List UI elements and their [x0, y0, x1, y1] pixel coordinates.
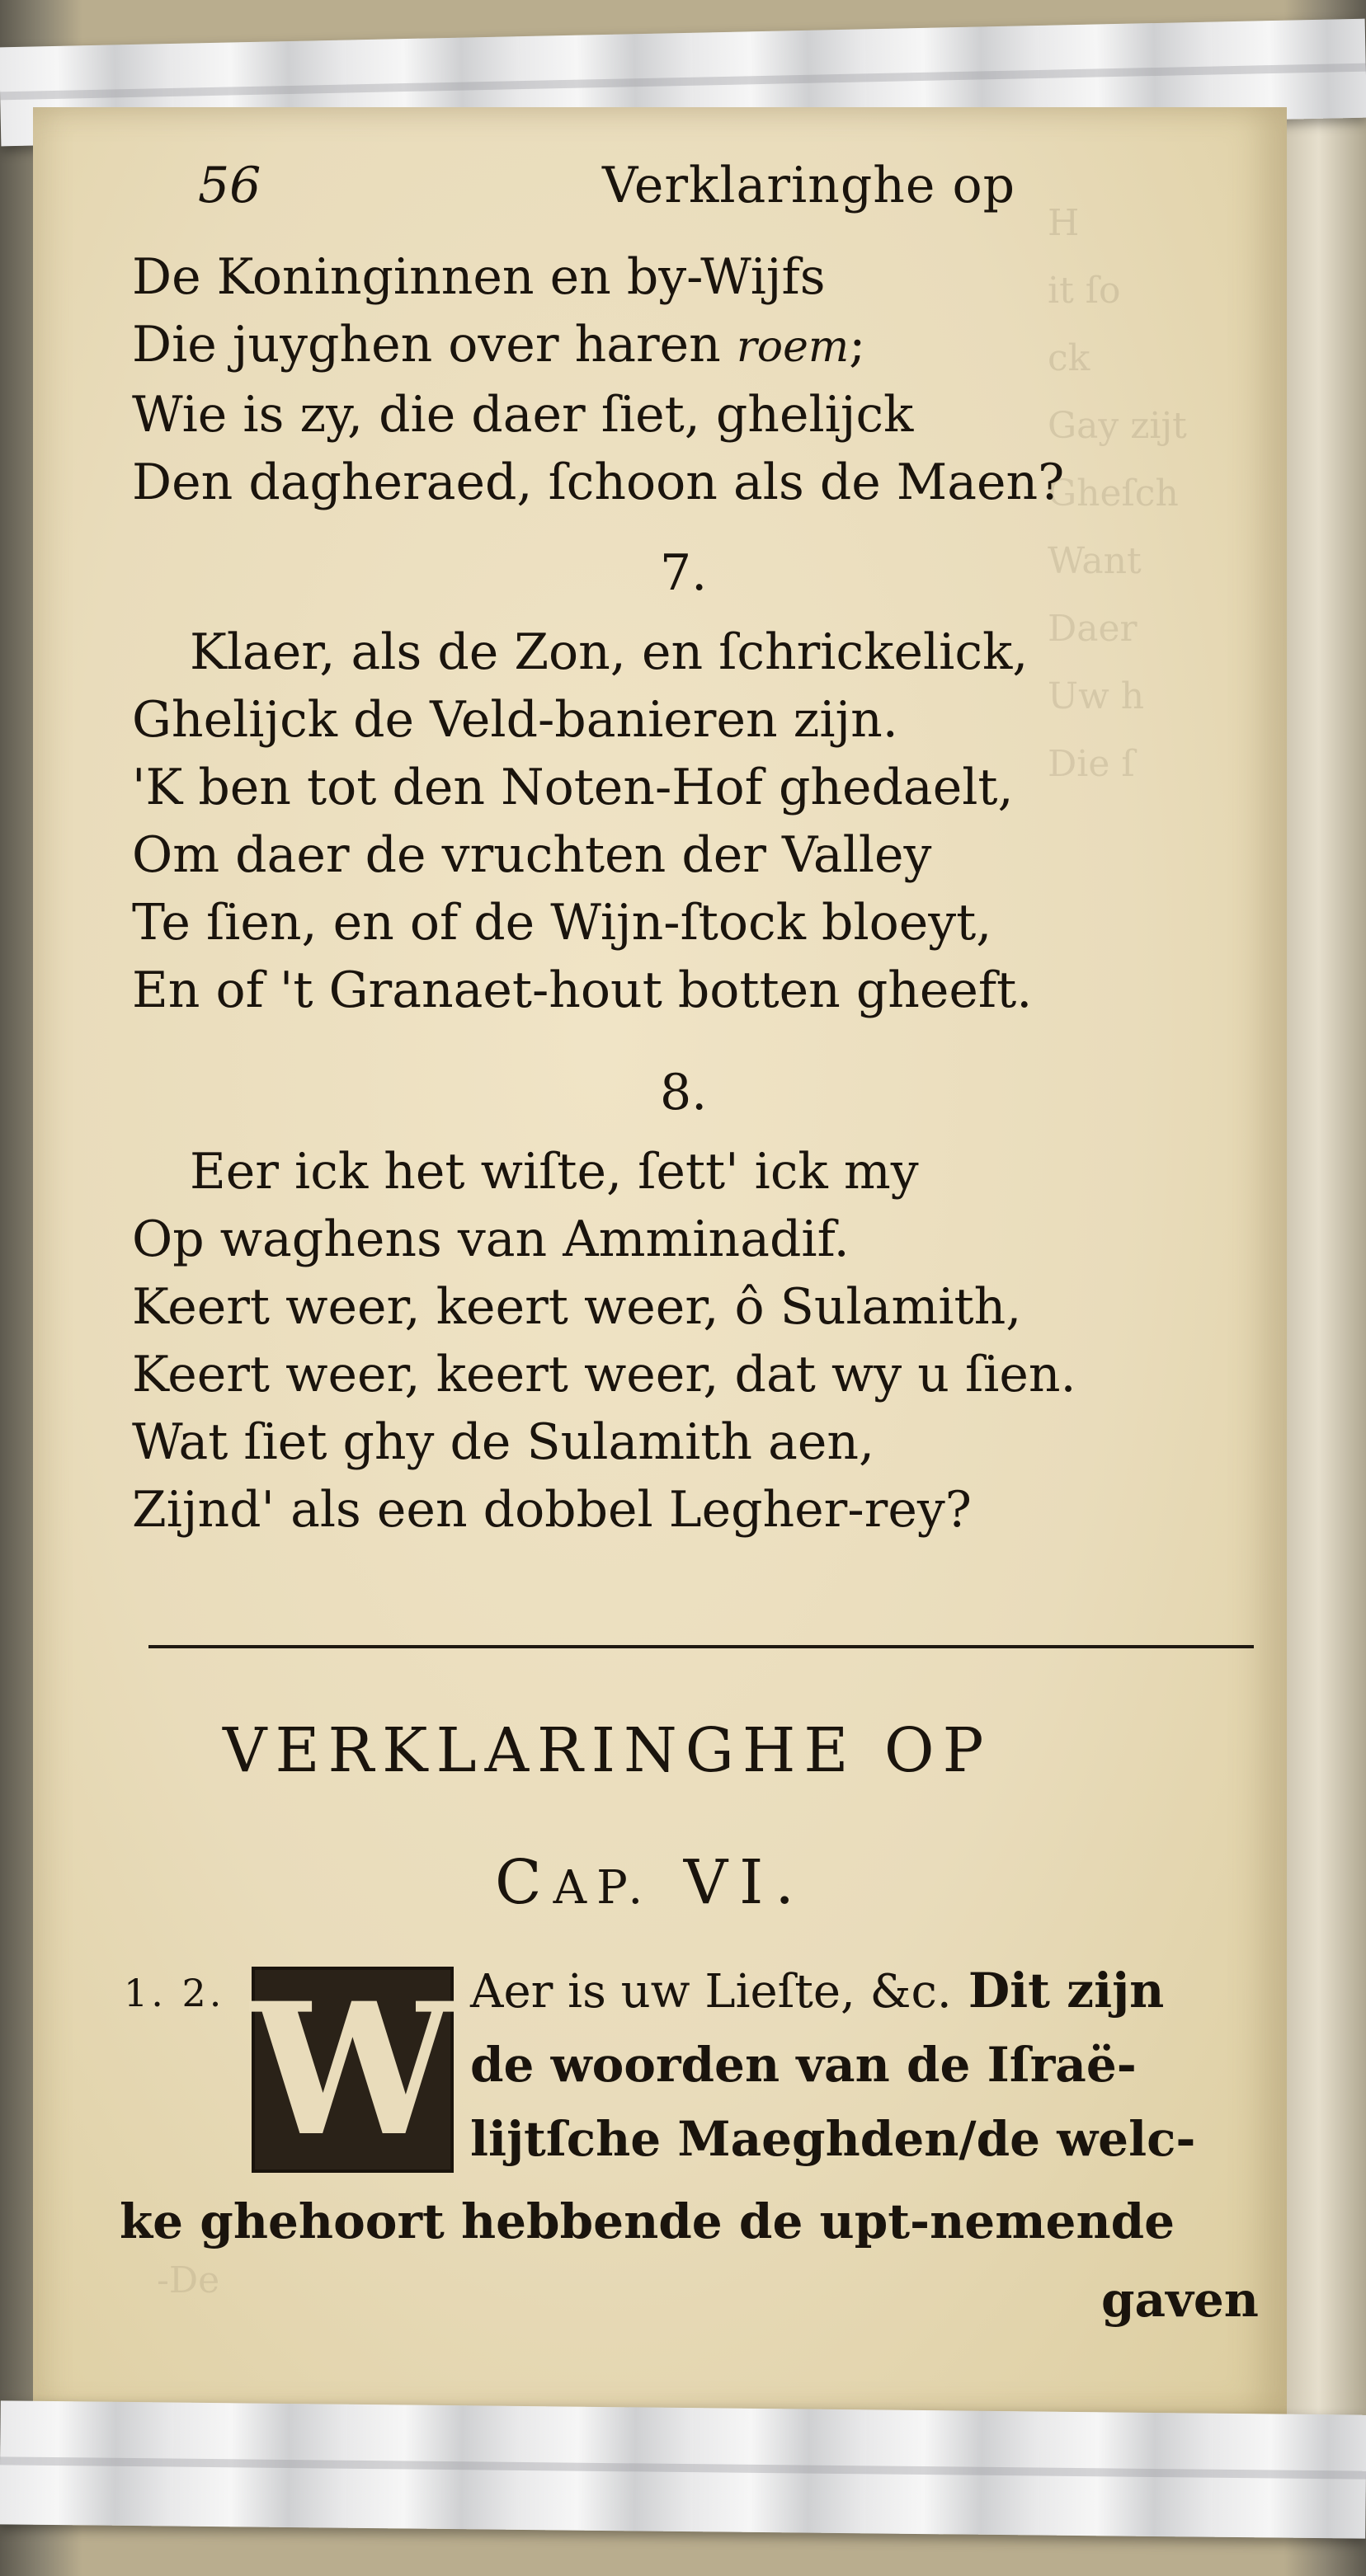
- commentary-line: lijtſche Maeghden/de welc-: [470, 2111, 1196, 2167]
- verse-line: Ghelijck de Veld-banieren zijn.: [132, 691, 898, 749]
- commentary-line: ke ghehoort hebbende de upt-nemende: [120, 2193, 1175, 2249]
- initial-letter: W: [250, 1963, 455, 2176]
- stanza-intro: [132, 243, 1204, 516]
- stanza-7: [132, 618, 1204, 1024]
- page-number: 56: [198, 157, 261, 214]
- facing-page-edge: [1287, 82, 1366, 2441]
- verse-emphasis: roem: [736, 322, 850, 372]
- running-head: Verklaringhe op: [602, 157, 1016, 214]
- book-page: [33, 107, 1287, 2416]
- chapter-heading: CAP. VI.: [495, 1847, 806, 1918]
- verse-line: Klaer, als de Zon, en ſchrickelick,: [190, 623, 1029, 681]
- verse-line: Te ſien, en of de Wijn-ſtock bloeyt,: [132, 894, 992, 952]
- commentary-lemma: Aer is uw Lieſte, &c.: [470, 1965, 952, 2019]
- section-title: VERKLARINGHE OP: [223, 1715, 992, 1786]
- commentary-line: Aer is uw Lieſte, &c. Dit zijn: [470, 1963, 1165, 2019]
- verse-line: Den dagheraed, ſchoon als de Maen?: [132, 454, 1065, 511]
- verse-line: En of 't Granaet-hout botten gheeft.: [132, 961, 1033, 1019]
- verse-reference: 1. 2.: [124, 1971, 225, 2015]
- verse-line: Keert weer, keert weer, dat wy u ſien.: [132, 1346, 1076, 1403]
- verse-line: Die juyghen over haren roem;: [132, 316, 866, 374]
- verse-line: 'K ben tot den Noten-Hof ghedaelt,: [132, 759, 1014, 816]
- verse-line: Keert weer, keert weer, ô Sulamith,: [132, 1278, 1022, 1336]
- stanza-number: 7.: [660, 544, 708, 602]
- verse-line: Zijnd' als een dobbel Legher-rey?: [132, 1481, 972, 1539]
- verse-line: Wie is zy, die daer ſiet, ghelijck: [132, 386, 914, 444]
- commentary-line: de woorden van de Iſraë-: [470, 2037, 1137, 2093]
- verse-line: De Koninginnen en by-Wijfs: [132, 248, 826, 306]
- catchword: gaven: [1101, 2272, 1259, 2328]
- verse-line: Op waghens van Amminadif.: [132, 1210, 850, 1268]
- bottom-binding-ribbon: [0, 2400, 1366, 2538]
- show-through-footer: -De: [157, 2259, 220, 2301]
- stanza-8: [132, 1138, 1204, 1544]
- stanza-number: 8.: [660, 1064, 708, 1121]
- verse-line: Eer ick het wiſte, ſett' ick my: [190, 1143, 919, 1201]
- verse-line: Om daer de vruchten der Valley: [132, 826, 932, 884]
- decorated-initial: [250, 1963, 455, 2176]
- show-through-text: H it ſo ck Gay zijt Gheſch Want Daer Uw h Die ſ: [1048, 202, 1187, 785]
- verse-line: Wat ſiet ghy de Sulamith aen,: [132, 1413, 875, 1471]
- section-divider: [148, 1645, 1254, 1648]
